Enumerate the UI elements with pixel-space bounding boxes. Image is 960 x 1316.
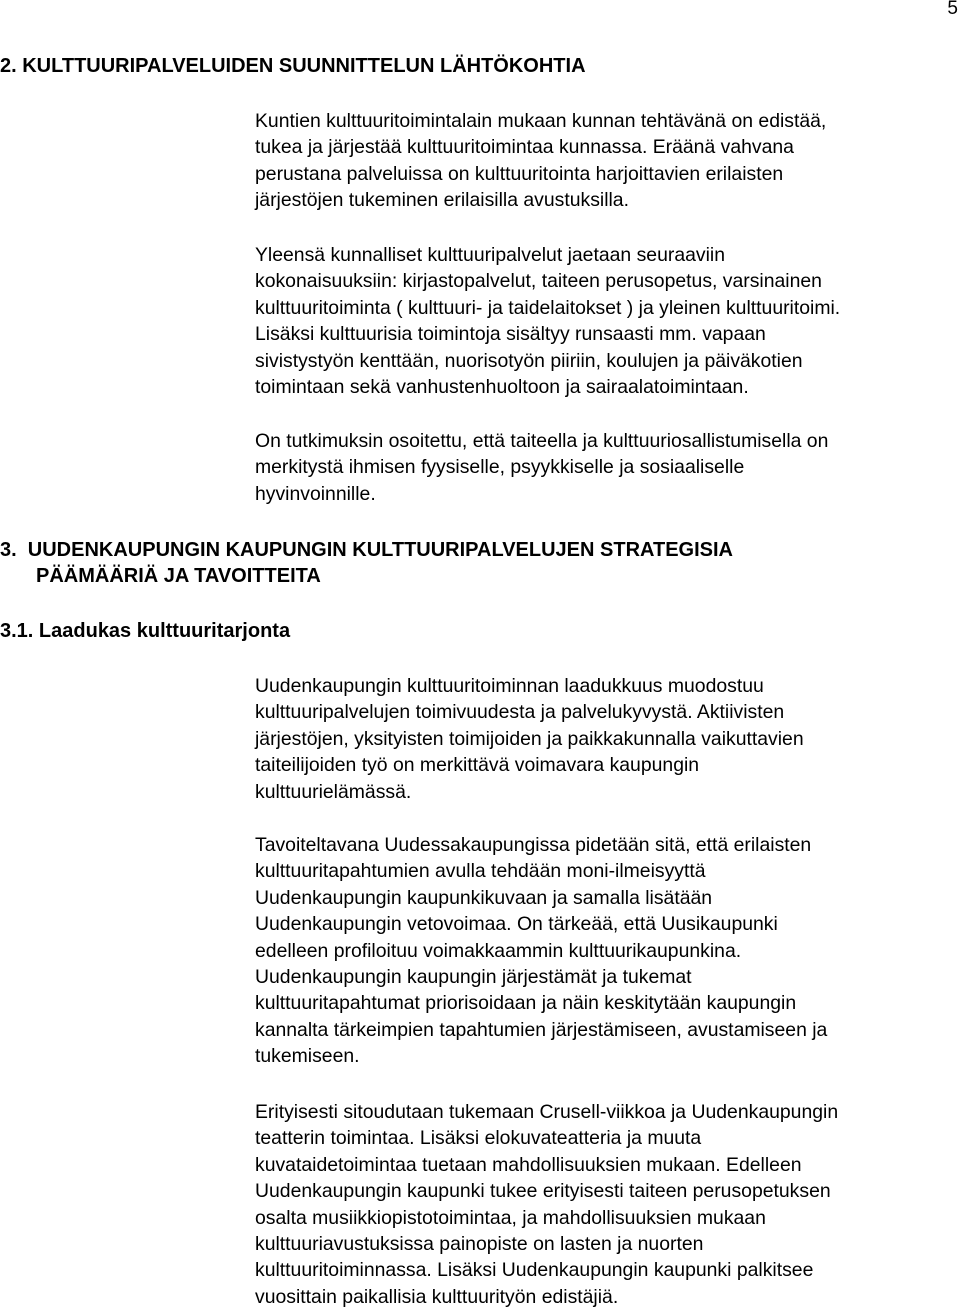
section-3-heading-line-2: PÄÄMÄÄRIÄ JA TAVOITTEITA — [36, 565, 321, 587]
section-2-heading: 2. KULTTUURIPALVELUIDEN SUUNNITTELUN LÄHTÖKOHTIA — [0, 55, 586, 77]
section-3-heading — [0, 537, 733, 589]
section-3-1-heading: 3.1. Laadukas kulttuuritarjonta — [0, 620, 291, 642]
section-2-paragraph-2: Yleensä kunnalliset kulttuuripalvelut jaetaan seuraaviin kokonaisuuksiin: kirjastopalvelut, taiteen perusopetus, varsinainen kulttuuritoiminta ( kulttuuri- ja taidelaitokset ) ja yleinen kulttuuritoimi. Lisäksi kulttuurisia toimintoja sisältyy runsaasti mm. vapaan sivistystyön kenttään, nuorisotyön piiriin, koulujen ja päiväkotien toimintaan sekä vanhustenhuoltoon ja sairaalatoimintaan. — [255, 244, 841, 399]
section-2-paragraph-3: On tutkimuksin osoitettu, että taiteella ja kulttuuriosallistumisella on merkitystä ihmisen fyysiselle, psyykkiselle ja sosiaaliselle hyvinvoinnille. — [255, 430, 829, 505]
section-3-1-paragraph-2: Tavoiteltavana Uudessakaupungissa pidetään sitä, että erilaisten kulttuuritapahtumien avulla tehdään moni-ilmeisyyttä Uudenkaupungin kaupunkikuvaan ja samalla lisätään Uudenkaupungin vetovoimaa. On tärkeää, että Uusikaupunki edelleen profiloituu voimakkaammin kulttuurikaupunkina. Uudenkaupungin kaupungin järjestämät ja tukemat kulttuuritapahtumat priorisoidaan ja näin keskitytään kaupungin kannalta tärkeimpien tapahtumien järjestämiseen, avustamiseen ja tukemiseen. — [255, 834, 828, 1068]
section-3-1-paragraph-1: Uudenkaupungin kulttuuritoiminnan laadukkuus muodostuu kulttuuripalvelujen toimivuudesta ja palvelukyvystä. Aktiivisten järjestöjen, yksityisten toimijoiden ja paikkakunnalla vaikuttavien taiteilijoiden työ on merkittävä voimavara kaupungin kulttuurielämässä. — [255, 675, 804, 803]
section-3-heading-line-1: 3. UUDENKAUPUNGIN KAUPUNGIN KULTTUURIPALVELUJEN STRATEGISIA — [0, 539, 733, 561]
page-number: 5 — [947, 0, 958, 19]
section-2-paragraph-1: Kuntien kulttuuritoimintalain mukaan kunnan tehtävänä on edistää, tukea ja järjestää kulttuuritoimintaa kunnassa. Eräänä vahvana perustana palveluissa on kulttuuritointa harjoittavien erilaisten järjestöjen tukeminen erilaisilla avustuksilla. — [255, 110, 827, 212]
section-3-1-paragraph-3: Erityisesti sitoudutaan tukemaan Crusell-viikkoa ja Uudenkaupungin teatterin toimintaa. Lisäksi elokuvateatteria ja muuta kuvataidetoimintaa tuetaan mahdollisuuksien mukaan. Edelleen Uudenkaupungin kaupunki tukee erityisesti taiteen perusopetuksen osalta musiikkiopistotoimintaa, ja mahdollisuuksien mukaan kulttuuriavustuksissa painopiste on lasten ja nuorten kulttuuritoiminnassa. Lisäksi Uudenkaupungin kaupunki palkitsee vuosittain paikallisia kulttuurityön edistäjiä. — [255, 1101, 839, 1308]
